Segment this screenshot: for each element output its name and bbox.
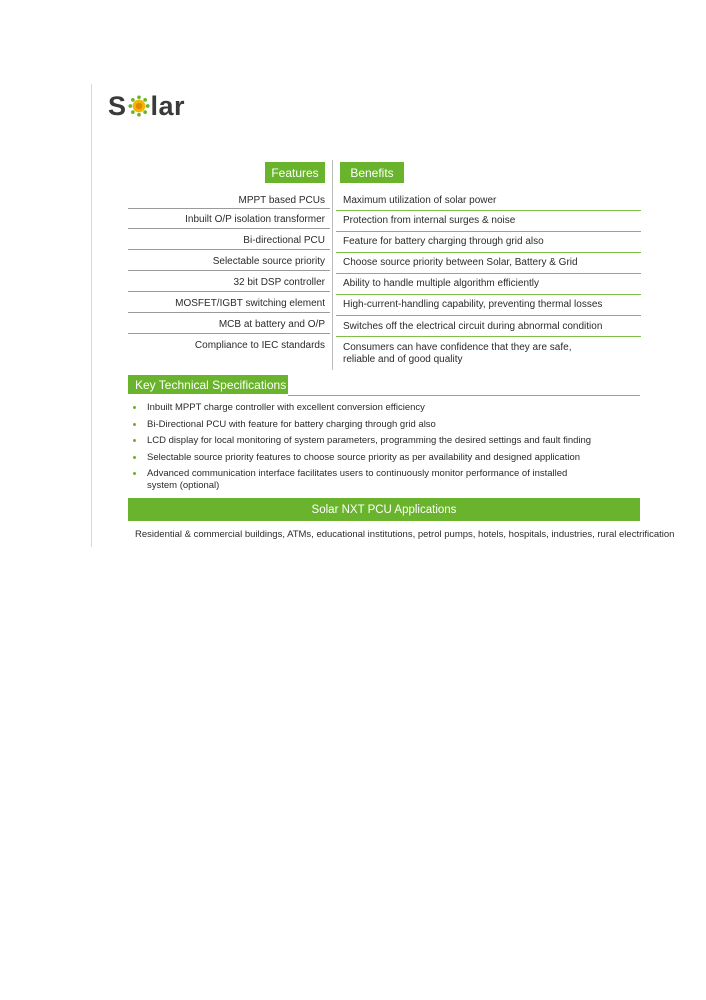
specs-rule (288, 395, 640, 396)
row-divider (336, 273, 641, 274)
feature-cell: MPPT based PCUs (238, 195, 325, 206)
row-divider (336, 294, 641, 295)
list-item (132, 435, 632, 447)
margin-rule (91, 84, 92, 547)
column-divider (332, 160, 333, 370)
list-item (132, 419, 632, 431)
list-item (132, 452, 632, 464)
benefit-cell: High-current-handling capability, preventing thermal losses (343, 299, 603, 310)
solar-logo (108, 88, 185, 124)
applications-text: Residential & commercial buildings, ATMs, educational institutions, petrol pumps, hotels, hospitals, industries, rural electrification (135, 529, 675, 540)
list-item-text: Advanced communication interface facilitates users to continuously monitor performance of installed system (optional) (147, 468, 568, 491)
list-item-text: Selectable source priority features to choose source priority as per availability and designed application (147, 451, 581, 463)
row-divider (128, 291, 330, 292)
row-divider (336, 336, 641, 337)
benefit-cell: Choose source priority between Solar, Battery & Grid (343, 257, 578, 268)
specs-list (132, 402, 632, 496)
feature-cell: 32 bit DSP controller (233, 277, 325, 288)
feature-cell: Bi-directional PCU (243, 235, 325, 246)
bullet-icon (133, 472, 136, 475)
row-divider (128, 270, 330, 271)
feature-cell: Selectable source priority (212, 256, 325, 267)
feature-cell: MCB at battery and O/P (218, 319, 325, 330)
row-divider (336, 252, 641, 253)
bullet-icon (133, 456, 136, 459)
row-divider (336, 315, 641, 316)
feature-cell: Inbuilt O/P isolation transformer (185, 214, 325, 225)
row-divider (128, 333, 330, 334)
benefit-cell: Feature for battery charging through grid also (343, 236, 544, 247)
features-header: Features (265, 162, 325, 183)
feature-cell: MOSFET/IGBT switching element (175, 298, 325, 309)
benefit-cell: Protection from internal surges & noise (343, 215, 516, 226)
sun-icon (128, 95, 150, 117)
specs-title: Key Technical Specifications (128, 375, 288, 394)
row-divider (128, 312, 330, 313)
applications-title: Solar NXT PCU Applications (128, 498, 640, 521)
row-divider (128, 249, 330, 250)
bullet-icon (133, 406, 136, 409)
list-item-text: Inbuilt MPPT charge controller with excellent conversion efficiency (147, 402, 425, 413)
feature-cell: Compliance to IEC standards (194, 340, 325, 351)
row-divider (336, 210, 641, 211)
benefit-cell: Ability to handle multiple algorithm efficiently (343, 278, 540, 289)
logo-text-end: lar (150, 90, 186, 121)
list-item-text: LCD display for local monitoring of system parameters, programming the desired settings and fault finding (147, 435, 592, 446)
list-item (132, 468, 587, 491)
list-item-text: Bi-Directional PCU with feature for battery charging through grid also (147, 418, 436, 430)
row-divider (128, 228, 330, 229)
benefit-cell-line2: reliable and of good quality (343, 354, 463, 365)
bullet-icon (133, 423, 136, 426)
logo-text-start: S (108, 90, 127, 121)
row-divider (336, 231, 641, 232)
bullet-icon (133, 439, 136, 442)
benefit-cell: Switches off the electrical circuit during abnormal condition (343, 321, 603, 332)
benefit-cell: Maximum utilization of solar power (343, 195, 497, 206)
benefits-header: Benefits (340, 162, 404, 183)
list-item (132, 402, 632, 414)
benefit-cell: Consumers can have confidence that they are safe, (343, 342, 572, 353)
row-divider (128, 208, 330, 209)
